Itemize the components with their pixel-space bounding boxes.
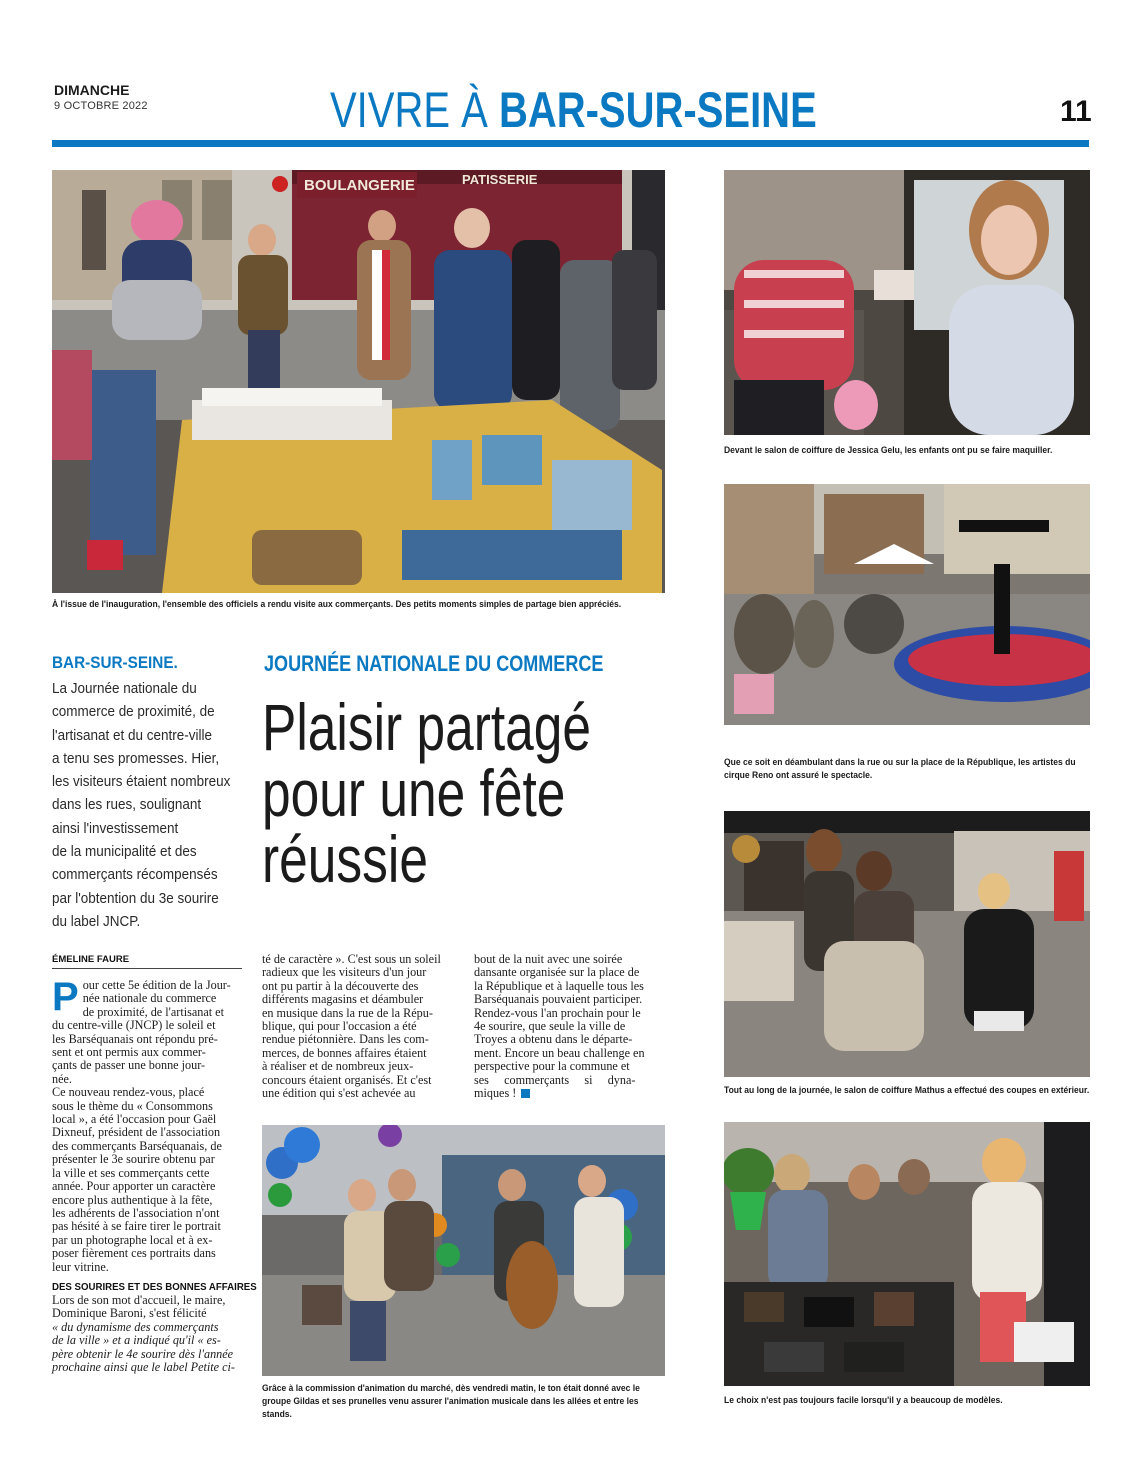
body-line: sent et ont permis aux commer-: [52, 1045, 206, 1060]
body-line: leur vitrine.: [52, 1259, 109, 1274]
body-line: perspective pour la commune et: [474, 1059, 630, 1074]
salon-image: [724, 811, 1090, 1077]
circus-image: [724, 484, 1090, 725]
lead-line: commerçants récompensés: [52, 867, 218, 884]
lead-line: ainsi l'investissement: [52, 820, 179, 837]
body-line-end: miques !: [474, 1086, 517, 1101]
body-line: née nationale du commerce: [82, 991, 217, 1006]
headline-line: Plaisir partagé: [262, 690, 592, 764]
header-rule: [52, 140, 1089, 147]
body-line: ont pu partir à la découverte des: [262, 978, 419, 993]
page-number: 11: [1060, 95, 1092, 128]
body-column-3: [474, 953, 670, 1100]
body-line: Troyes a obtenu dans le départe-: [474, 1032, 633, 1047]
body-line: bout de la nuit avec une soirée: [474, 952, 623, 966]
byline: ÉMELINE FAURE: [52, 954, 130, 965]
lead-line: les visiteurs étaient nombreux: [52, 774, 231, 791]
lead-line: a tenu ses promesses. Hier,: [52, 750, 220, 767]
body-line: our cette 5e édition de la Jour-: [82, 978, 231, 992]
body-line: Barséquanais pouvaient participer.: [474, 992, 643, 1007]
lead-line: du label JNCP.: [52, 913, 141, 930]
body-line: par un photographe local et à ex-: [52, 1232, 213, 1247]
body-line: les Barséquanais ont répondu pré-: [52, 1031, 218, 1046]
caption-band: Grâce à la commission d'animation du marché, dès vendredi matin, le ton était donné avec le groupe Gildas et ses prunelles venu assurer l'animation musicale dans les allées et entre les stands.: [262, 1383, 640, 1420]
body-line: local », a été l'occasion pour Gaël: [52, 1112, 217, 1127]
article-kicker: BAR-SUR-SEINE.: [52, 653, 178, 672]
article-lead: [52, 678, 262, 934]
body-line: prochaine ainsi que le label Petite ci-: [52, 1359, 235, 1374]
body-line: [474, 1087, 670, 1100]
body-line: des commerçants Barséquanais, de: [52, 1138, 222, 1153]
body-line: té de caractère ». C'est sous un soleil: [262, 952, 441, 966]
body-line: Lors de son mot d'accueil, le maire,: [52, 1292, 226, 1307]
caption-salon: Tout au long de la journée, le salon de coiffure Mathus a effectué des coupes en extérieur.: [724, 1085, 1090, 1096]
body-line: concours étaient organisés. Et c'est: [262, 1072, 432, 1087]
lead-line: dans les rues, soulignant: [52, 797, 202, 814]
body-column-1: [52, 975, 257, 1374]
sign-boulangerie: BOULANGERIE: [304, 177, 415, 194]
article-subhead: DES SOURIRES ET DES BONNES AFFAIRES: [52, 1280, 257, 1293]
body-line: poser fièrement ces portraits dans: [52, 1246, 216, 1261]
body-line: de la ville » et a indiqué qu'il « es-: [52, 1333, 221, 1348]
photo-shoes: [724, 1122, 1090, 1386]
body-line: radieux que les visiteurs d'un jour: [262, 965, 427, 980]
caption-inauguration: À l'issue de l'inauguration, l'ensemble des officiels a rendu visite aux commerçants. Des petits moments simples de partage bien appréciés.: [52, 599, 622, 610]
header-title-light: VIVRE À: [330, 82, 499, 138]
body-column-2: [262, 953, 458, 1100]
section-label: JOURNÉE NATIONALE DU COMMERCE: [264, 651, 604, 676]
body-line: Ce nouveau rendez-vous, placé: [52, 1085, 205, 1100]
lead-line: commerce de proximité, de: [52, 704, 215, 721]
body-line: sous le thème du « Consommons: [52, 1098, 213, 1113]
body-line: encore plus authentique à la fête,: [52, 1192, 213, 1207]
headline-line: pour une fête: [262, 756, 566, 830]
end-mark-icon: [521, 1089, 530, 1098]
section-header: [330, 80, 817, 140]
photo-makeup: [724, 170, 1090, 435]
band-image: [262, 1125, 665, 1376]
body-line: merces, de bonnes affaires étaient: [262, 1045, 427, 1060]
lead-line: de la municipalité et des: [52, 844, 197, 861]
edition-day: DIMANCHE: [54, 82, 130, 98]
body-line: rendue piétonnière. Dans les com-: [262, 1032, 429, 1047]
body-line: de proximité, de l'artisanat et: [82, 1004, 224, 1019]
photo-circus: [724, 484, 1090, 725]
body-line: çants de passer une bonne jour-: [52, 1058, 206, 1073]
caption-shoes: Le choix n'est pas toujours facile lorsqu'il y a beaucoup de modèles.: [724, 1395, 1003, 1406]
caption-circus: Que ce soit en déambulant dans la rue ou sur la place de la République, les artistes du cirque Reno ont assuré le spectacle.: [724, 757, 1076, 781]
body-line: année. Pour apporter un caractère: [52, 1179, 216, 1194]
body-line: ment. Encore un beau challenge en: [474, 1045, 645, 1060]
photo-inauguration: [52, 170, 665, 593]
body-line: pas hésité à se faire tirer le portrait: [52, 1219, 221, 1234]
lead-line: l'artisanat et du centre-ville: [52, 727, 212, 744]
lead-line: La Journée nationale du: [52, 681, 197, 697]
body-line: une édition qui s'est achevée au: [262, 1086, 416, 1101]
sign-patisserie: PATISSERIE: [462, 172, 538, 187]
body-line: dansante organisée sur la place de: [474, 965, 640, 980]
byline-rule: [52, 968, 242, 969]
headline-line: réussie: [262, 822, 428, 896]
body-line: Dominique Baroni, s'est félicité: [52, 1306, 207, 1321]
photo-band: [262, 1125, 665, 1376]
body-line: du centre-ville (JNCP) le soleil et: [52, 1018, 216, 1033]
body-line: blique, qui pour l'occasion a été: [262, 1019, 417, 1034]
body-line: la ville et ses commerçants cette: [52, 1165, 210, 1180]
body-line: présenter le 3e sourire obtenu par: [52, 1152, 215, 1167]
caption-makeup: Devant le salon de coiffure de Jessica Gelu, les enfants ont pu se faire maquiller.: [724, 445, 1053, 456]
edition-date: 9 OCTOBRE 2022: [54, 100, 148, 112]
photo-salon: [724, 811, 1090, 1077]
body-line: différents magasins et déambuler: [262, 992, 424, 1007]
makeup-image: [724, 170, 1090, 435]
body-line: la République et à laquelle tous les: [474, 978, 644, 993]
body-line: Rendez-vous l'an prochain pour le: [474, 1005, 641, 1020]
body-line: « du dynamisme des commerçants: [52, 1319, 219, 1334]
article-headline: [262, 690, 592, 896]
body-line: en musique dans la rue de la Répu-: [262, 1005, 433, 1020]
shoes-image: [724, 1122, 1090, 1386]
body-line: Dixneuf, président de l'association: [52, 1125, 221, 1140]
body-line: à réaliser et de nombreux jeux-: [262, 1059, 414, 1074]
body-line: ses commerçants si dyna-: [474, 1072, 636, 1087]
inauguration-image: [52, 170, 665, 593]
header-title-bold: BAR-SUR-SEINE: [498, 82, 817, 138]
body-line: 4e sourire, que seule la ville de: [474, 1019, 626, 1034]
body-line: les adhérents de l'association n'ont: [52, 1205, 220, 1220]
lead-line: par l'obtention du 3e sourire: [52, 890, 219, 907]
body-line: père obtenir le 4e sourire dès l'année: [52, 1346, 234, 1361]
drop-cap: P: [52, 975, 79, 1019]
body-line: née.: [52, 1071, 72, 1086]
